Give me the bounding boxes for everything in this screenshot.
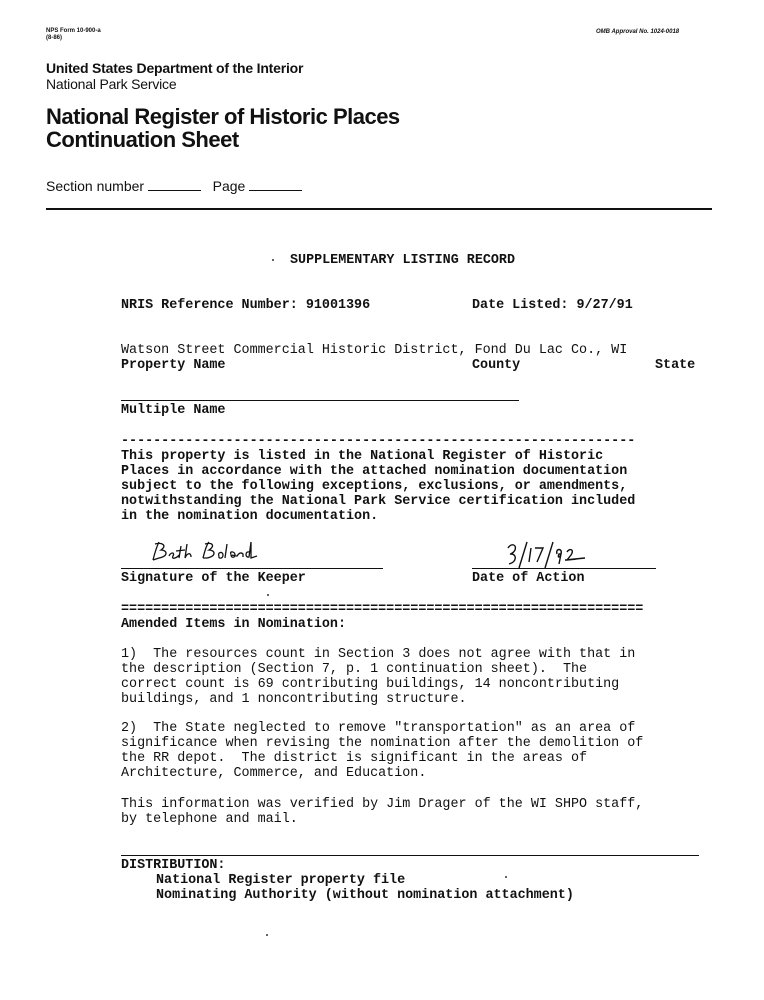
amendment-paragraph-2: 2) The State neglected to remove "transportation" as an area of significance when revising the nomination after the demolition of the RR depot. The district is significant in the areas of Architecture, Commerce, and Education.	[121, 721, 644, 781]
page-label: Page	[212, 178, 246, 194]
amended-heading: Amended Items in Nomination:	[121, 617, 346, 632]
page-title: National Register of Historic Places	[46, 104, 400, 129]
section-number-label: Section number	[46, 178, 145, 194]
section-number-blank	[148, 178, 201, 191]
page-blank	[249, 178, 302, 191]
omb-approval: OMB Approval No. 1024-0018	[596, 29, 680, 35]
distribution-heading: DISTRIBUTION:	[121, 858, 226, 873]
state-label: State	[655, 358, 696, 373]
property-line: Watson Street Commercial Historic District, Fond Du Lac Co., WI	[121, 343, 628, 358]
signature-label: Signature of the Keeper	[121, 571, 306, 586]
service-name: National Park Service	[46, 76, 177, 92]
multiple-name-label: Multiple Name	[121, 403, 226, 418]
action-date-label: Date of Action	[472, 571, 585, 586]
header-rule	[46, 208, 712, 210]
equals-separator: =================================================================	[121, 602, 644, 617]
nris-reference	[121, 298, 370, 313]
multiple-name-line	[121, 400, 519, 401]
property-name-label: Property Name	[121, 358, 226, 373]
record-heading: SUPPLEMENTARY LISTING RECORD	[290, 253, 515, 268]
amendment-paragraph-1: 1) The resources count in Section 3 does not agree with that in the description (Section 7, p. 1 continuation sheet). The correct count is 69 contributing buildings, 14 noncontributing buildings, and 1 noncontributing structure.	[121, 647, 636, 707]
action-date-line	[472, 568, 656, 569]
keeper-signature	[145, 538, 265, 568]
department-name: United States Department of the Interior	[46, 60, 304, 76]
form-number: NPS Form 10-900-a (8-86)	[46, 28, 101, 41]
signature-line	[121, 568, 383, 569]
speck	[266, 934, 268, 936]
page-subtitle: Continuation Sheet	[46, 127, 239, 152]
county-label: County	[472, 358, 521, 373]
verification-paragraph: This information was verified by Jim Drager of the WI SHPO staff, by telephone and mail.	[121, 797, 644, 827]
section-page-fields	[46, 178, 302, 194]
date-listed-value: 9/27/91	[576, 298, 633, 313]
speck	[267, 594, 269, 596]
distribution-item: Nominating Authority (without nomination attachment)	[156, 888, 574, 903]
speck	[272, 259, 274, 261]
date-listed	[472, 298, 633, 313]
dash-separator: ----------------------------------------------------------------	[121, 434, 636, 449]
nris-value: 91001396	[305, 298, 371, 313]
distribution-rule	[121, 855, 699, 856]
speck	[505, 876, 507, 878]
distribution-item: National Register property file	[156, 873, 406, 888]
nris-label: NRIS Reference Number:	[121, 298, 298, 313]
date-listed-label: Date Listed:	[472, 298, 569, 313]
certification-text: This property is listed in the National Register of Historic Places in accordance with the attached nomination documentation subject to the following exceptions, exclusions, or amendments, notwithstanding the National Park Service certification included in the nomination documentation.	[121, 449, 636, 524]
